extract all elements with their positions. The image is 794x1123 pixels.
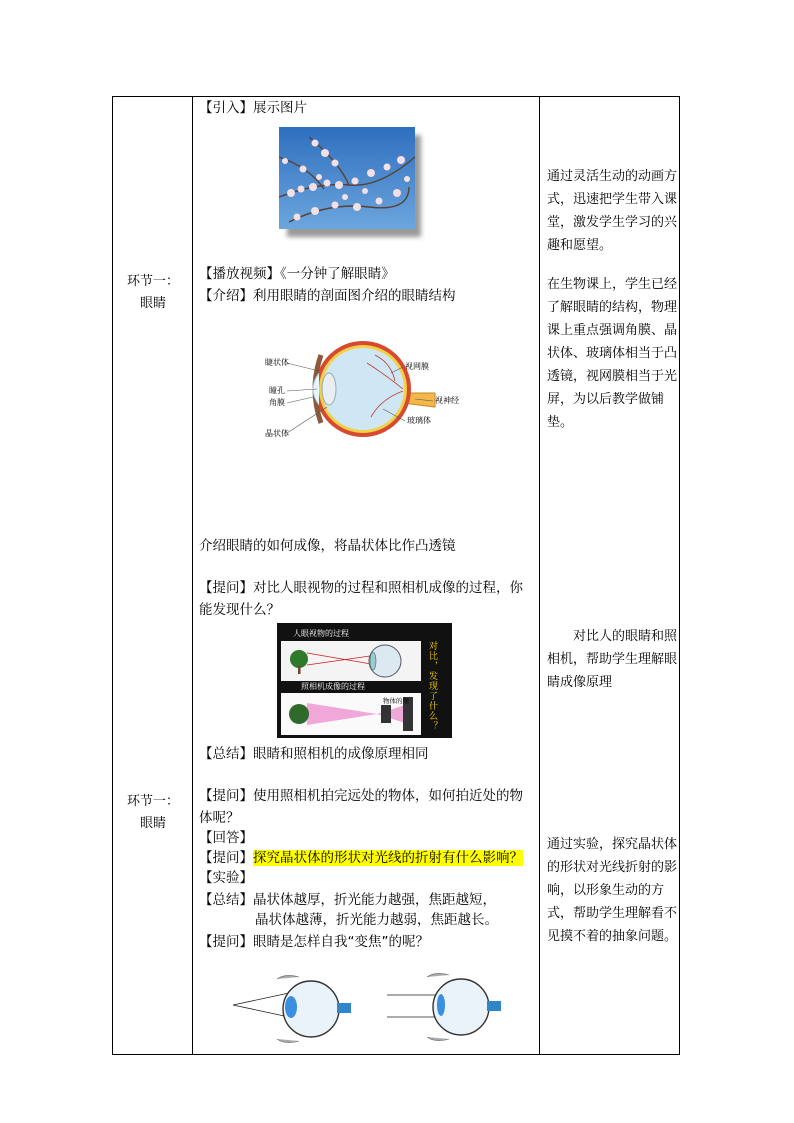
answer-text: 【回答】 [199,830,253,846]
intro-text: 【引入】展示图片 [199,100,307,116]
summary1-text: 【总结】眼睛和照相机的成像原理相同 [199,746,429,762]
eye-label: 视神经 [435,396,459,405]
eye-focus-diagrams [229,965,519,1053]
image-label: 物体的像 [383,697,409,705]
section-label-2 [113,791,193,835]
eye-focus-thin-lens [387,973,501,1040]
question1-line1: 【提问】对比人眼视物的过程和照相机成像的过程，你 [199,580,523,596]
summary2-line2: 晶状体越薄，折光能力越弱，焦距越长。 [255,912,498,928]
question3-highlight: 探究晶状体的形状对光线的折射有什么影响？ [253,850,523,866]
eye-label: 晶状体 [265,429,289,438]
section-label-line: 环节一： [126,794,179,809]
teaching-note: 对比人的眼睛和照相机，帮助学生理解眼睛成像原理 [547,629,678,690]
question4-text: 【提问】眼睛是怎样自我“变焦”的呢？ [199,934,429,950]
teaching-note: 在生物课上，学生已经了解眼睛的结构，物理课上重点强调角膜、晶状体、玻璃体相当于凸透镜，视网膜相当于光屏，为以后教学做铺垫。 [547,277,678,430]
imaging-text: 介绍眼睛的如何成像，将晶状体比作凸透镜 [199,538,456,554]
eye-label: 睫状体 [265,358,289,367]
question3-prefix: 【提问】 [199,850,253,866]
eye-label: 角膜 [269,398,285,407]
eye-camera-comparison-figure [277,623,452,738]
eye-cross-section-diagram [263,333,473,445]
lesson-table [112,96,680,1055]
eye-label: 瞳孔 [269,386,285,395]
comparison-side-text: 对比，发现了什么？ [427,641,437,731]
question1-line2: 能发现什么？ [199,602,280,618]
comparison-title: 照相机成像的过程 [301,682,365,691]
eye-label: 视网膜 [405,362,429,371]
summary2-line1: 【总结】晶状体越厚，折光能力越强，焦距越短， [199,892,496,908]
comparison-title: 人眼视物的过程 [293,629,349,638]
section-label-line: 眼睛 [139,816,166,831]
eye-label: 玻璃体 [407,416,431,425]
section-label-line: 眼睛 [139,296,166,311]
teaching-note-group-2 [547,625,679,710]
teaching-note-group-1 [547,165,679,450]
video-text: 【播放视频】《一分钟了解眼睛》 [199,266,395,282]
question2-line1: 【提问】使用照相机拍完远处的物体，如何拍近处的物 [199,788,523,804]
section-label-line: 环节一： [126,274,179,289]
blossom-photo [279,127,425,241]
teaching-note-group-3 [547,833,679,964]
question3-text [199,847,523,869]
teaching-note: 通过灵活生动的动画方式，迅速把学生带入课堂，激发学生学习的兴趣和愿望。 [547,169,678,253]
teaching-note: 通过实验，探究晶状体的形状对光线折射的影响，以形象生动的方式，帮助学生理解看不见摸不着的抽象问题。 [547,837,678,944]
introduce-text: 【介绍】利用眼睛的剖面图介绍的眼睛结构 [199,288,456,304]
column-divider [192,97,193,1054]
column-divider [539,97,540,1054]
experiment-text: 【实验】 [199,870,253,886]
section-label-1 [113,271,193,315]
question2-line2: 体呢？ [199,810,240,826]
eye-focus-thick-lens [233,975,351,1042]
